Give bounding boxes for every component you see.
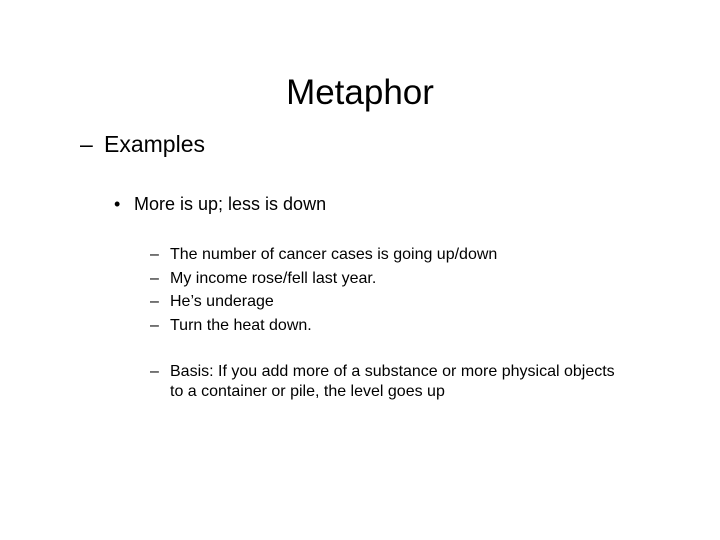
bullet-level1-text: Examples — [104, 131, 205, 157]
list-item-text: The number of cancer cases is going up/down — [170, 246, 498, 263]
basis-text: Basis: If you add more of a substance or more physical objects to a container or pile, the level goes up — [170, 363, 615, 400]
list-item-text: Turn the heat down. — [170, 316, 312, 334]
dash-marker: – — [150, 246, 159, 263]
bullet-level2 — [114, 192, 326, 216]
list-item-text: He’s underage — [170, 293, 274, 310]
dash-marker: – — [150, 269, 159, 287]
examples-list — [150, 243, 497, 337]
dash-marker: – — [150, 316, 159, 334]
list-item — [150, 314, 497, 338]
basis-item — [150, 362, 620, 402]
list-item — [150, 290, 497, 314]
slide-title-text: Metaphor — [286, 73, 434, 112]
slide-title — [0, 72, 720, 114]
dash-marker: – — [150, 293, 159, 310]
list-item — [150, 243, 497, 267]
bullet-marker: • — [114, 194, 121, 214]
bullet-level1 — [80, 130, 205, 158]
dash-marker: – — [80, 131, 93, 157]
list-item — [150, 267, 497, 291]
list-item-text: My income rose/fell last year. — [170, 269, 377, 287]
bullet-level2-text: More is up; less is down — [134, 194, 327, 214]
dash-marker: – — [150, 363, 159, 380]
